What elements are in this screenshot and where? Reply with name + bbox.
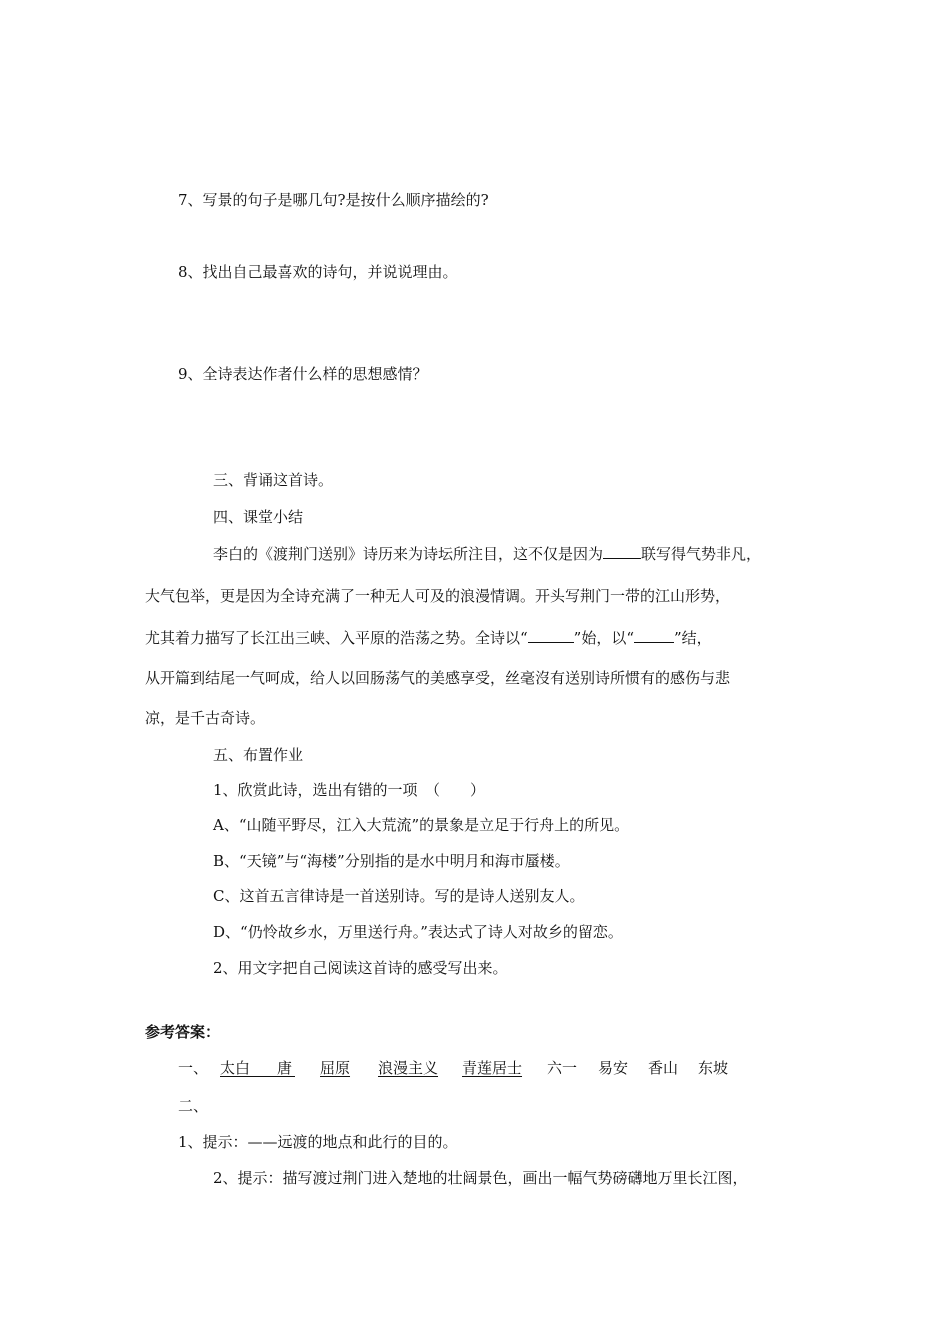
answer-item: 易安 bbox=[598, 1059, 629, 1077]
answer-item: 浪漫主义 bbox=[378, 1059, 439, 1077]
answers-heading: 参考答案： bbox=[145, 1023, 221, 1041]
answers-part-1 bbox=[178, 1058, 729, 1078]
option-a: A、“山随平野尽，江入大荒流”的景象是立足于行舟上的所见。 bbox=[213, 816, 630, 834]
answer-underline-connector bbox=[250, 1076, 295, 1077]
question-7: 7、写景的句子是哪几句?是按什么顺序描绘的? bbox=[178, 191, 489, 209]
summary-line-5: 凉，是千古奇诗。 bbox=[145, 709, 266, 727]
question-8: 8、找出自己最喜欢的诗句，并说说理由。 bbox=[178, 263, 458, 281]
question-9: 9、全诗表达作者什么样的思想感情？ bbox=[178, 365, 428, 383]
section-4-heading: 四、课堂小结 bbox=[213, 508, 304, 526]
summary-line-1 bbox=[213, 543, 761, 564]
answer-item: 东坡 bbox=[698, 1059, 729, 1077]
answer-item: 唐 bbox=[277, 1059, 293, 1077]
option-d: D、“仍怜故乡水，万里送行舟。”表达式了诗人对故乡的留恋。 bbox=[213, 923, 623, 941]
answer-item: 太白 bbox=[220, 1059, 251, 1077]
homework-2: 2、用文字把自己阅读这首诗的感受写出来。 bbox=[213, 959, 508, 977]
section-3-heading: 三、背诵这首诗。 bbox=[213, 471, 334, 489]
summary-text-1b: 联写得气势非凡， bbox=[641, 545, 762, 563]
summary-text-3a: 尤其着力描写了长江出三峡、入平原的浩荡之势。全诗以“ bbox=[145, 629, 528, 647]
answer-item: 青莲居士 bbox=[462, 1059, 523, 1077]
answer-item: 香山 bbox=[648, 1059, 679, 1077]
blank-2 bbox=[528, 627, 574, 643]
homework-1: 1、欣赏此诗，选出有错的一项 （ ） bbox=[213, 781, 486, 799]
section-5-heading: 五、布置作业 bbox=[213, 746, 304, 764]
summary-text-3b: ”始，以“ bbox=[573, 629, 635, 647]
summary-text-3c: ”结， bbox=[674, 629, 712, 647]
blank-1 bbox=[603, 543, 641, 559]
summary-line-3 bbox=[145, 627, 712, 648]
summary-line-2: 大气包举，更是因为全诗充满了一种无人可及的浪漫情调。开头写荆门一带的江山形势， bbox=[145, 587, 731, 605]
option-c: C、这首五言律诗是一首送别诗。写的是诗人送别友人。 bbox=[213, 887, 585, 905]
answer-hint-2: 2、提示：描写渡过荆门进入楚地的壮阔景色，画出一幅气势磅礴地万里长江图， bbox=[213, 1169, 748, 1187]
option-b: B、“天镜”与“海楼”分别指的是水中明月和海市蜃楼。 bbox=[213, 852, 570, 870]
answer-item: 屈原 bbox=[320, 1059, 351, 1077]
answers-part-2-label: 二、 bbox=[178, 1097, 209, 1115]
answer-hint-1: 1、提示：——远渡的地点和此行的目的。 bbox=[178, 1133, 458, 1151]
summary-text-1a: 李白的《渡荆门送别》诗历来为诗坛所注目，这不仅是因为 bbox=[213, 545, 604, 563]
answer-item: 六一 bbox=[547, 1059, 578, 1077]
blank-3 bbox=[634, 627, 674, 643]
summary-line-4: 从开篇到结尾一气呵成，给人以回肠荡气的美感享受，丝毫沒有送别诗所惯有的感伤与悲 bbox=[145, 669, 731, 687]
answers-part-1-label: 一、 bbox=[178, 1059, 209, 1077]
